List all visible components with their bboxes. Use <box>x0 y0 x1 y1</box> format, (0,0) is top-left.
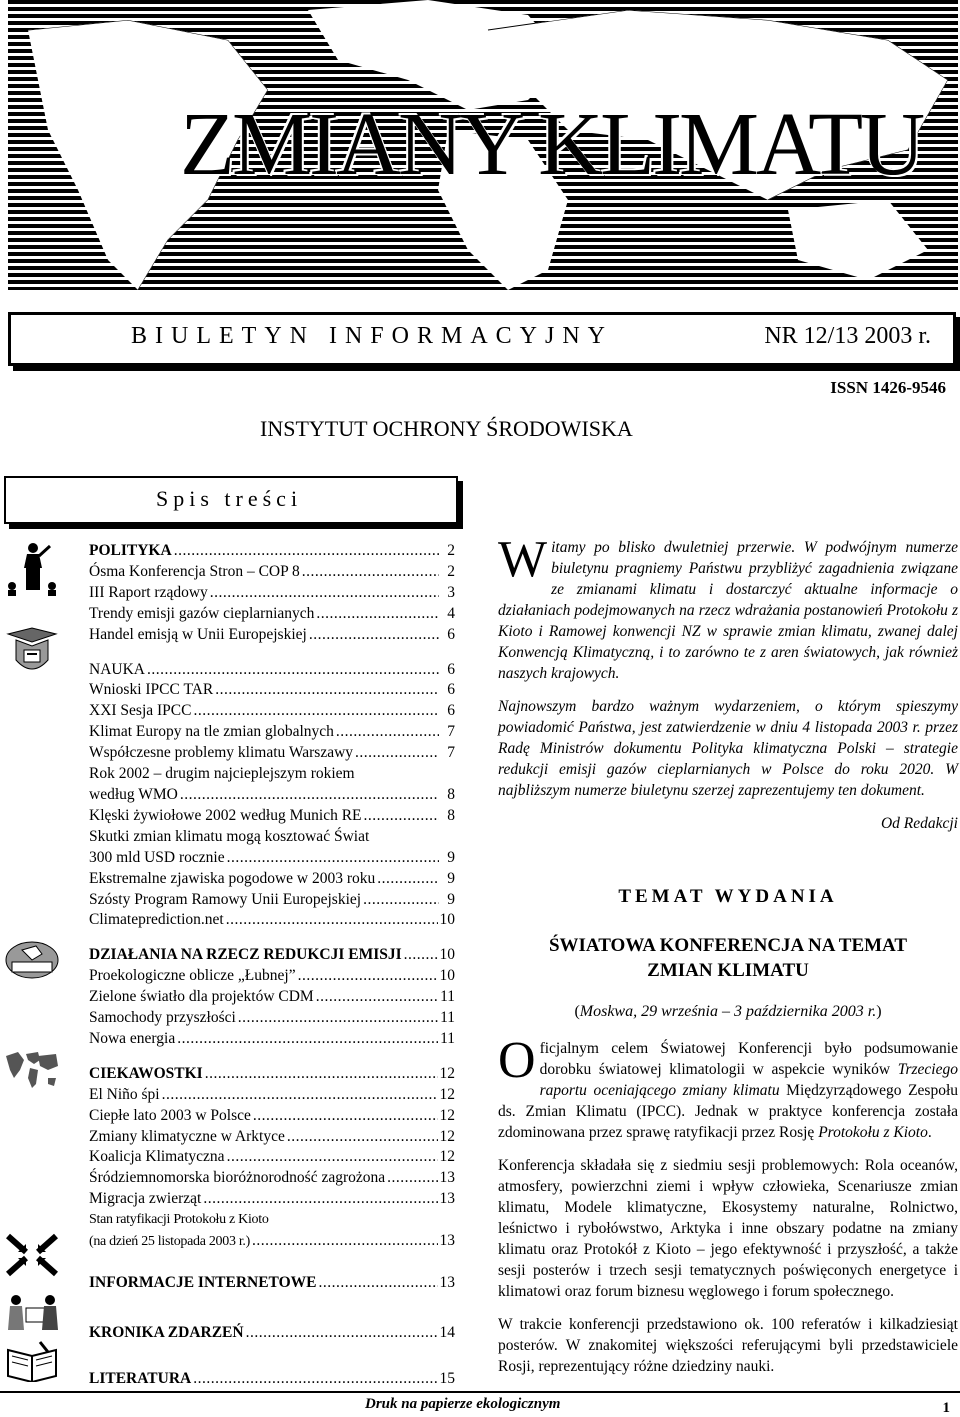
toc-item[interactable]: Zmiany klimatyczne w Arktyce ..... 12 <box>89 1127 455 1148</box>
toc-item[interactable]: NAUKA ..... 6 <box>89 660 455 681</box>
issn: ISSN 1426-9546 <box>830 378 946 397</box>
arrows-icon <box>4 1232 60 1278</box>
toc-item[interactable]: Handel emisją w Unii Europejskiej ..... 6 <box>89 625 455 646</box>
bulletin-label: BIULETYN INFORMACYJNY <box>131 323 614 349</box>
literature-book-icon <box>4 1340 60 1382</box>
editorial-paragraph: Najnowszym bardzo ważnym wydarzeniem, o którym spieszymy powiadomić Państwa, jest zatwierdzenie w dniu 4 listopada 2003 r. przez Radę Ministrów dokumentu Polityka klimatyczna Polski – strategie redukcji emisji gazów cieplarnianych w Polsce do roku 2020. W najbliższym numerze biuletynu szerzej zaprezentujemy ten dokument. <box>498 698 958 799</box>
politics-speaker-icon <box>4 540 60 596</box>
editorial-signature: Od Redakcji <box>880 815 958 832</box>
institute-name: INSTYTUT OCHRONY ŚRODOWISKA <box>260 416 633 441</box>
toc-item[interactable]: KRONIKA ZDARZEŃ ..... 14 <box>89 1323 455 1344</box>
page-title: ZMIANY KLIMATU <box>180 95 923 194</box>
toc-item[interactable]: POLITYKA ..... 2 <box>89 541 455 562</box>
toc-item[interactable]: Skutki zmian klimatu mogą kosztować Świat <box>89 827 370 845</box>
toc-item[interactable]: Ósma Konferencja Stron – COP 8 ..... 2 <box>89 562 455 583</box>
toc-item[interactable]: CIEKAWOSTKI ..... 12 <box>89 1064 455 1085</box>
article-paragraph: W trakcie konferencji przedstawiono ok. 100 referatów i kilkadziesiąt posterów. W znakomitej większości referującymi byli przedstawiciele Rosji, reprezentujący różne dziedziny nauki. <box>498 1316 958 1375</box>
toc-item[interactable]: Ciepłe lato 2003 w Polsce ..... 12 <box>89 1106 455 1127</box>
header-banner <box>8 0 958 290</box>
editorial-paragraph: Witamy po blisko dwuletniej przerwie. W podwójnym numerze biuletynu pragniemy Państwu przybliżyć zagadnienia związane ze zmianami klimatu i dostarczyć aktualne informacje o działaniach podejmowanych na rzecz wdrażania postanowień Protokołu z Kioto i Ramowej konwencji NZ w sprawie zmian klimatu, zwanej dalej Konwencją Klimatyczną, i to zarówno te z aren światowych, jak również naszych krajowych. <box>498 531 958 682</box>
chronicle-people-icon <box>4 1290 60 1332</box>
toc-item[interactable]: Śródziemnomorska bioróżnorodność zagrożona ..... 13 <box>89 1168 455 1189</box>
toc-item[interactable]: El Niño śpi ..... 12 <box>89 1085 455 1106</box>
toc-item[interactable]: Stan ratyfikacji Protokołu z Kioto <box>89 1212 269 1228</box>
reduction-emission-icon <box>4 940 60 980</box>
footer-rule <box>0 1391 960 1393</box>
toc-item[interactable]: Wnioski IPCC TAR ..... 6 <box>89 680 455 701</box>
toc-heading-box <box>4 476 458 524</box>
science-mortarboard-icon <box>4 626 60 680</box>
toc-item[interactable]: Zielone światło dla projektów CDM ..... 11 <box>89 987 455 1008</box>
toc-item[interactable]: Climateprediction.net ..... 10 <box>89 910 455 931</box>
article-paragraph: Konferencja składała się z siedmiu sesji problemowych: Rola oceanów, atmosfery, powierzchni ziemi i wpływ człowieka, Scenariusze zmian klimatu, Modele klimatyczne, Ekosystemy naturalne, Rolnictwo, leśnictwo i rybołówstwo, Arktyka i inne obszary podatne na zmiany klimatu oraz Protokół z Kioto – jego efektywność i przyszłość, a także sesji posterów i trzech sesji tematycznych poświęconych energetyce i klimatowi oraz forum biznesu węglowego i forum społecznego. <box>498 1157 958 1300</box>
toc-item[interactable]: Szósty Program Ramowy Unii Europejskiej ..... 9 <box>89 890 455 911</box>
toc-item[interactable]: Trendy emisji gazów cieplarnianych ..... 4 <box>89 604 455 625</box>
issue-number: NR 12/13 2003 r. <box>764 323 931 349</box>
toc-item[interactable]: Migracja zwierząt ..... 13 <box>89 1189 455 1210</box>
dropcap: O <box>498 1032 536 1089</box>
theme-date: (Moskwa, 29 września – 3 października 2003 r.) <box>574 1003 882 1020</box>
toc-item[interactable]: 300 mld USD rocznie ..... 9 <box>89 848 455 869</box>
toc-item[interactable]: Ekstremalne zjawiska pogodowe w 2003 roku ..... 9 <box>89 869 455 890</box>
page-number: 1 <box>942 1400 950 1416</box>
toc-item[interactable]: Współczesne problemy klimatu Warszawy ..... 7 <box>89 743 455 764</box>
bulletin-box <box>8 312 956 366</box>
article-paragraph: Oficjalnym celem Światowej Konferencji było podsumowanie dorobku światowej klimatologii w aspekcie wyników Trzeciego raportu oceniającego zmiany klimatu Międzyrządowego Zespołu ds. Zmian Klimatu (IPCC). Jednak w praktyce konferencja została zdominowana przez sprawę ratyfikacji przez Rosję Protokołu z Kioto. <box>498 1032 959 1141</box>
theme-title: ŚWIATOWA KONFERENCJA NA TEMAT ZMIAN KLIMATU <box>548 935 908 981</box>
footer-note: Druk na papierze ekologicznym <box>365 1396 561 1412</box>
toc-item[interactable]: (na dzień 25 listopada 2003 r.) ..... 13 <box>89 1231 455 1253</box>
toc-item[interactable]: Klęski żywiołowe 2002 według Munich RE ..... 8 <box>89 806 455 827</box>
toc-item[interactable]: Klimat Europy na tle zmian globalnych ..... 7 <box>89 722 455 743</box>
toc-item[interactable]: III Raport rządowy ..... 3 <box>89 583 455 604</box>
toc-item[interactable]: Rok 2002 – drugim najcieplejszym rokiem <box>89 765 355 783</box>
toc-title: Spis treści <box>156 486 303 511</box>
world-map-icon <box>4 1048 60 1094</box>
toc-item[interactable]: INFORMACJE INTERNETOWE ..... 13 <box>89 1273 455 1294</box>
toc-item[interactable]: Proekologiczne oblicze „Łubnej” ..... 10 <box>89 966 455 987</box>
toc-item[interactable]: DZIAŁANIA NA RZECZ REDUKCJI EMISJI ..... 10 <box>89 945 455 966</box>
toc-item[interactable]: Nowa energia ..... 11 <box>89 1029 455 1050</box>
table-of-contents <box>89 541 455 1390</box>
dropcap: W <box>498 531 548 588</box>
toc-item[interactable]: Samochody przyszłości ..... 11 <box>89 1008 455 1029</box>
toc-item[interactable]: LITERATURA ..... 15 <box>89 1369 455 1390</box>
toc-item[interactable]: Koalicja Klimatyczna ..... 12 <box>89 1147 455 1168</box>
right-column <box>498 531 959 1389</box>
theme-heading: TEMAT WYDANIA <box>618 886 838 907</box>
toc-item[interactable]: XXI Sesja IPCC ..... 6 <box>89 701 455 722</box>
toc-item[interactable]: według WMO ..... 8 <box>89 785 455 806</box>
